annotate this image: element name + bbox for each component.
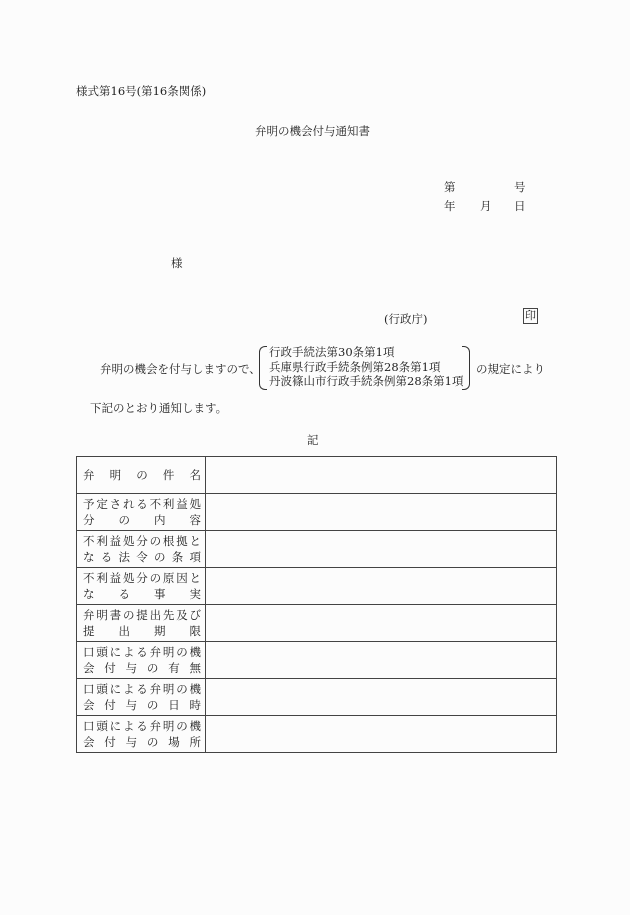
label-line bbox=[83, 586, 201, 602]
label-char: る bbox=[118, 587, 130, 601]
left-brace bbox=[259, 346, 267, 390]
label-char: 利 bbox=[96, 534, 108, 548]
label-line bbox=[83, 644, 201, 660]
label-char: 益 bbox=[109, 571, 122, 585]
label-char: に bbox=[109, 719, 122, 733]
table-row bbox=[77, 605, 557, 642]
label-char: 分 bbox=[83, 513, 95, 527]
label-char: る bbox=[100, 550, 113, 564]
law-options bbox=[269, 345, 463, 389]
row-label bbox=[77, 642, 206, 679]
label-char: 予 bbox=[83, 497, 95, 511]
table-row bbox=[77, 679, 557, 716]
label-char: 口 bbox=[83, 645, 95, 659]
label-line bbox=[83, 697, 201, 713]
label-char: の bbox=[122, 608, 135, 622]
label-char: 付 bbox=[104, 661, 116, 675]
label-char: 時 bbox=[189, 698, 201, 712]
form-number: 様式第16号(第16条関係) bbox=[76, 84, 207, 98]
law-options-brace bbox=[259, 345, 470, 391]
label-char: る bbox=[136, 682, 148, 696]
label-line bbox=[83, 623, 201, 639]
label-char: の bbox=[146, 698, 159, 712]
label-line bbox=[83, 607, 201, 623]
label-char: 与 bbox=[125, 698, 138, 712]
row-label bbox=[77, 457, 206, 494]
label-char: 分 bbox=[136, 534, 148, 548]
month-label: 月 bbox=[480, 199, 492, 213]
label-char: 処 bbox=[189, 497, 201, 511]
label-char: に bbox=[109, 682, 122, 696]
row-value[interactable] bbox=[206, 531, 557, 568]
label-char: 提 bbox=[83, 624, 95, 638]
table-row bbox=[77, 531, 557, 568]
label-char: の bbox=[154, 550, 166, 564]
label-char: さ bbox=[109, 497, 122, 511]
label-char: 日 bbox=[168, 698, 180, 712]
year-label: 年 bbox=[444, 199, 456, 213]
label-char: 分 bbox=[136, 571, 148, 585]
law-option: 兵庫県行政手続条例第28条第1項 bbox=[269, 359, 441, 374]
notice-text: 下記のとおり通知します。 bbox=[90, 401, 228, 415]
label-char: よ bbox=[122, 682, 135, 696]
row-label bbox=[77, 494, 206, 531]
label-char: 利 bbox=[96, 571, 108, 585]
label-char: 提 bbox=[136, 608, 148, 622]
label-char: 実 bbox=[189, 587, 201, 601]
label-line bbox=[83, 681, 201, 697]
label-line bbox=[83, 570, 201, 586]
label-char: 弁 bbox=[83, 608, 95, 622]
label-char: に bbox=[109, 645, 122, 659]
label-char: 限 bbox=[189, 624, 201, 638]
label-line bbox=[83, 718, 201, 734]
label-line bbox=[83, 512, 201, 528]
label-char: 益 bbox=[109, 534, 122, 548]
label-char: の bbox=[146, 661, 159, 675]
label-char: 弁 bbox=[149, 645, 162, 659]
label-char: 会 bbox=[83, 661, 95, 675]
label-char: 機 bbox=[189, 682, 201, 696]
label-char: 有 bbox=[168, 661, 180, 675]
label-char: 容 bbox=[189, 513, 201, 527]
label-char: 頭 bbox=[96, 645, 108, 659]
label-char: 期 bbox=[154, 624, 166, 638]
label-char: 定 bbox=[96, 497, 108, 511]
label-char: の bbox=[149, 571, 162, 585]
law-option: 行政手続法第30条第1項 bbox=[269, 345, 395, 359]
label-char: 与 bbox=[125, 661, 138, 675]
label-char: 口 bbox=[83, 682, 95, 696]
label-char: 名 bbox=[189, 468, 201, 482]
label-char: 場 bbox=[168, 735, 180, 749]
label-char: の bbox=[176, 719, 188, 733]
label-char: 会 bbox=[83, 735, 95, 749]
label-char: 処 bbox=[122, 571, 135, 585]
label-char: 頭 bbox=[96, 719, 108, 733]
law-option: 丹波篠山市行政手続条例第28条第1項 bbox=[269, 374, 464, 388]
label-char: 弁 bbox=[83, 468, 95, 482]
label-char: の bbox=[118, 513, 130, 527]
row-label bbox=[77, 531, 206, 568]
table-row bbox=[77, 568, 557, 605]
table-row bbox=[77, 457, 557, 494]
label-char: 機 bbox=[189, 645, 201, 659]
label-char: 及 bbox=[176, 608, 188, 622]
label-char: 原 bbox=[162, 571, 175, 585]
label-char: び bbox=[189, 608, 201, 622]
label-char: 令 bbox=[136, 550, 148, 564]
ki-heading: 記 bbox=[307, 433, 319, 447]
document-title: 弁明の機会付与通知書 bbox=[255, 124, 370, 138]
day-label: 日 bbox=[514, 199, 526, 213]
row-label bbox=[77, 605, 206, 642]
label-char: 弁 bbox=[149, 682, 162, 696]
label-char: 書 bbox=[109, 608, 122, 622]
label-char: 条 bbox=[171, 550, 184, 564]
label-char: の bbox=[146, 735, 159, 749]
label-line bbox=[83, 734, 201, 750]
table-row bbox=[77, 716, 557, 753]
row-label bbox=[77, 568, 206, 605]
label-line bbox=[83, 533, 201, 549]
label-char: 付 bbox=[104, 735, 116, 749]
label-char: よ bbox=[122, 719, 135, 733]
label-char: 不 bbox=[149, 497, 162, 511]
label-char: れ bbox=[122, 497, 135, 511]
label-char: の bbox=[136, 468, 148, 482]
label-char: 益 bbox=[176, 497, 188, 511]
label-char: 項 bbox=[189, 550, 201, 564]
label-char: 不 bbox=[83, 571, 95, 585]
row-value[interactable] bbox=[206, 457, 557, 494]
label-char: の bbox=[176, 645, 188, 659]
label-char: と bbox=[189, 534, 201, 548]
label-char: な bbox=[83, 550, 95, 564]
label-char: る bbox=[136, 497, 148, 511]
label-line bbox=[83, 549, 201, 565]
label-char: 拠 bbox=[176, 534, 188, 548]
label-char: 明 bbox=[162, 645, 175, 659]
label-char: 根 bbox=[162, 534, 175, 548]
label-char: 弁 bbox=[149, 719, 162, 733]
label-char: 明 bbox=[96, 608, 108, 622]
label-char: 機 bbox=[189, 719, 201, 733]
label-char: 口 bbox=[83, 719, 95, 733]
label-char: 明 bbox=[162, 719, 175, 733]
label-char: 会 bbox=[83, 698, 95, 712]
label-line bbox=[83, 461, 201, 489]
label-line bbox=[83, 496, 201, 512]
label-char: 利 bbox=[162, 497, 175, 511]
number-prefix: 第 bbox=[444, 180, 456, 194]
number-suffix: 号 bbox=[514, 180, 526, 194]
table-row bbox=[77, 642, 557, 679]
row-value[interactable] bbox=[206, 642, 557, 679]
label-char: 頭 bbox=[96, 682, 108, 696]
label-char: 因 bbox=[176, 571, 188, 585]
label-char: る bbox=[136, 719, 148, 733]
row-value[interactable] bbox=[206, 679, 557, 716]
label-char: 不 bbox=[83, 534, 95, 548]
label-char: 出 bbox=[118, 624, 130, 638]
label-line bbox=[83, 660, 201, 676]
label-char: 件 bbox=[162, 468, 175, 482]
label-char: 明 bbox=[162, 682, 175, 696]
label-char: 内 bbox=[154, 513, 166, 527]
label-char: 先 bbox=[162, 608, 175, 622]
row-label bbox=[77, 716, 206, 753]
label-char: よ bbox=[122, 645, 135, 659]
seal-mark: 印 bbox=[525, 309, 536, 322]
right-brace bbox=[462, 346, 470, 390]
label-char: 所 bbox=[189, 735, 201, 749]
label-char: と bbox=[189, 571, 201, 585]
label-char: 付 bbox=[104, 698, 116, 712]
label-char: の bbox=[176, 682, 188, 696]
row-value[interactable] bbox=[206, 568, 557, 605]
label-char: の bbox=[149, 534, 162, 548]
label-char: 事 bbox=[154, 587, 166, 601]
intro-text: 弁明の機会を付与しますので、 bbox=[100, 362, 261, 376]
label-char: な bbox=[83, 587, 95, 601]
label-char: 明 bbox=[109, 468, 122, 482]
label-char: 無 bbox=[189, 661, 201, 675]
row-value[interactable] bbox=[206, 716, 557, 753]
label-char: 与 bbox=[125, 735, 138, 749]
row-label bbox=[77, 679, 206, 716]
label-char: 法 bbox=[118, 550, 130, 564]
label-char: 出 bbox=[149, 608, 162, 622]
row-value[interactable] bbox=[206, 605, 557, 642]
row-value[interactable] bbox=[206, 494, 557, 531]
label-char: 処 bbox=[122, 534, 135, 548]
addressee-honorific: 様 bbox=[171, 256, 183, 270]
table-row bbox=[77, 494, 557, 531]
details-table bbox=[76, 456, 557, 753]
issuing-agency: (行政庁) bbox=[384, 312, 428, 326]
suffix-text: の規定により bbox=[476, 362, 545, 376]
label-char: る bbox=[136, 645, 148, 659]
